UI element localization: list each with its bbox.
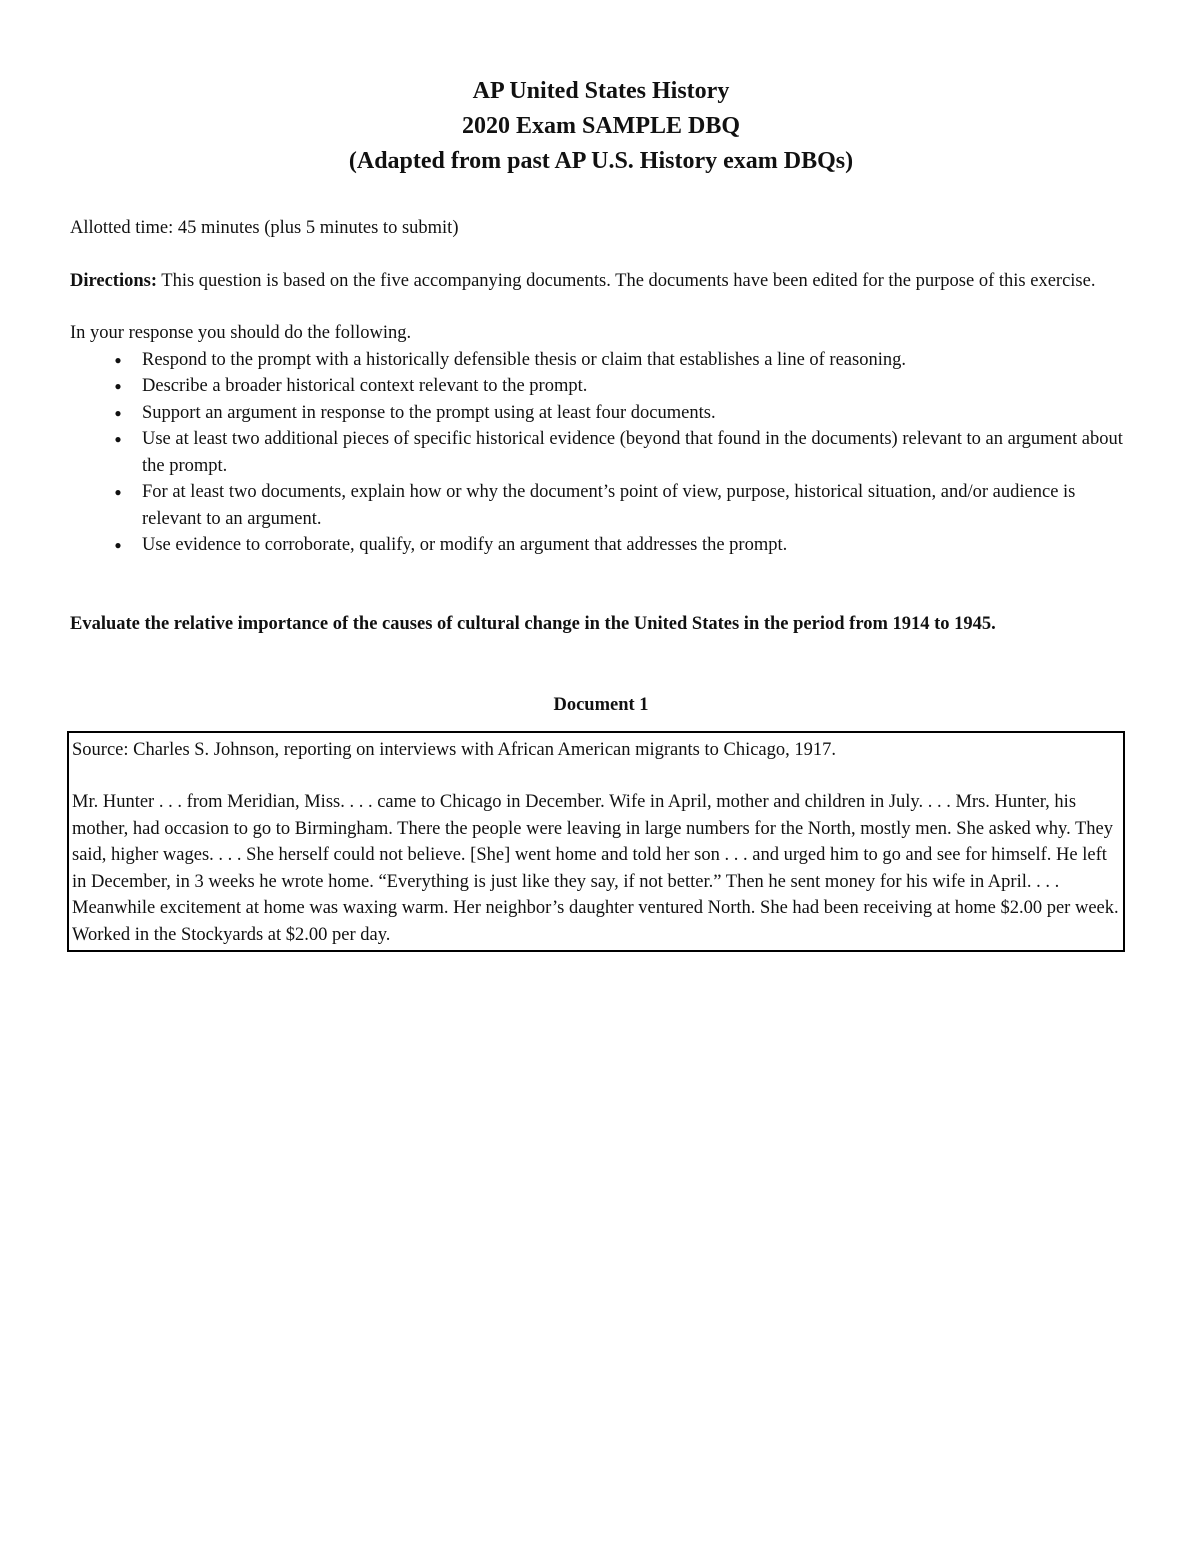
instruction-item — [114, 532, 1132, 559]
bullet-icon: ● — [114, 405, 122, 420]
bullet-icon: ● — [114, 538, 122, 552]
instruction-text: Support an argument in response to the prompt using at least four documents. — [142, 402, 716, 423]
bullet-icon: ● — [114, 432, 122, 446]
instruction-item — [114, 479, 1132, 532]
instruction-item — [114, 400, 1132, 427]
exam-page — [70, 74, 1132, 952]
allotted-time: Allotted time: 45 minutes (plus 5 minutes to submit) — [70, 218, 459, 238]
essay-prompt: Evaluate the relative importance of the causes of cultural change in the United States in the period from 1914 to 1945. — [70, 613, 996, 634]
exam-header — [70, 74, 1132, 179]
document-excerpt: Mr. Hunter . . . from Meridian, Miss. . . . came to Chicago in December. Wife in April, mother and children in July. . . . Mrs. Hunter, his mother, had occasion to go to Birmingham. There the people were leaving in large numbers for the North, mostly men. She asked why. They said, higher wages. . . . She herself could not believe. [She] went home and told her son . . . and urged him to go and see for himself. He left in December, in 3 weeks he wrote home. “Everything is just like they say, if not better.” Then he sent money for his wife in April. . . . Meanwhile excitement at home was waxing warm. Her neighbor’s daughter ventured North. She had been receiving at home $2.00 per week. Worked in the Stockyards at $2.00 per day. — [72, 792, 1119, 945]
instruction-item — [114, 347, 1132, 374]
bullet-icon: ● — [114, 485, 122, 499]
document-heading: Document 1 — [553, 694, 649, 715]
instructions-list — [70, 347, 1132, 559]
directions-text: This question is based on the five accompanying documents. The documents have been edited for the purpose of this exercise. — [157, 270, 1096, 291]
instruction-item — [114, 426, 1132, 479]
exam-adaptation-note: (Adapted from past AP U.S. History exam DBQs) — [348, 148, 854, 174]
document-box — [67, 731, 1125, 953]
instructions-intro: In your response you should do the following. — [70, 323, 412, 343]
instruction-text: Use evidence to corroborate, qualify, or modify an argument that addresses the prompt. — [142, 535, 788, 555]
bullet-icon: ● — [114, 379, 122, 393]
document-source: Source: Charles S. Johnson, reporting on interviews with African American migrants to Chicago, 1917. — [72, 739, 837, 760]
directions-label: Directions: — [70, 270, 157, 291]
course-title: AP United States History — [472, 78, 730, 104]
instruction-item — [114, 373, 1132, 400]
instruction-text: Use at least two additional pieces of specific historical evidence (beyond that found in the documents) relevant to an argument about the prompt. — [142, 429, 1123, 476]
instruction-text: Respond to the prompt with a historically defensible thesis or claim that establishes a line of reasoning. — [142, 349, 906, 370]
instruction-text: Describe a broader historical context relevant to the prompt. — [142, 376, 588, 396]
exam-subtitle: 2020 Exam SAMPLE DBQ — [461, 113, 740, 139]
bullet-icon: ● — [114, 352, 122, 367]
instruction-text: For at least two documents, explain how or why the document’s point of view, purpose, historical situation, and/or audience is relevant to an argument. — [142, 482, 1076, 529]
directions-paragraph — [70, 268, 1132, 295]
